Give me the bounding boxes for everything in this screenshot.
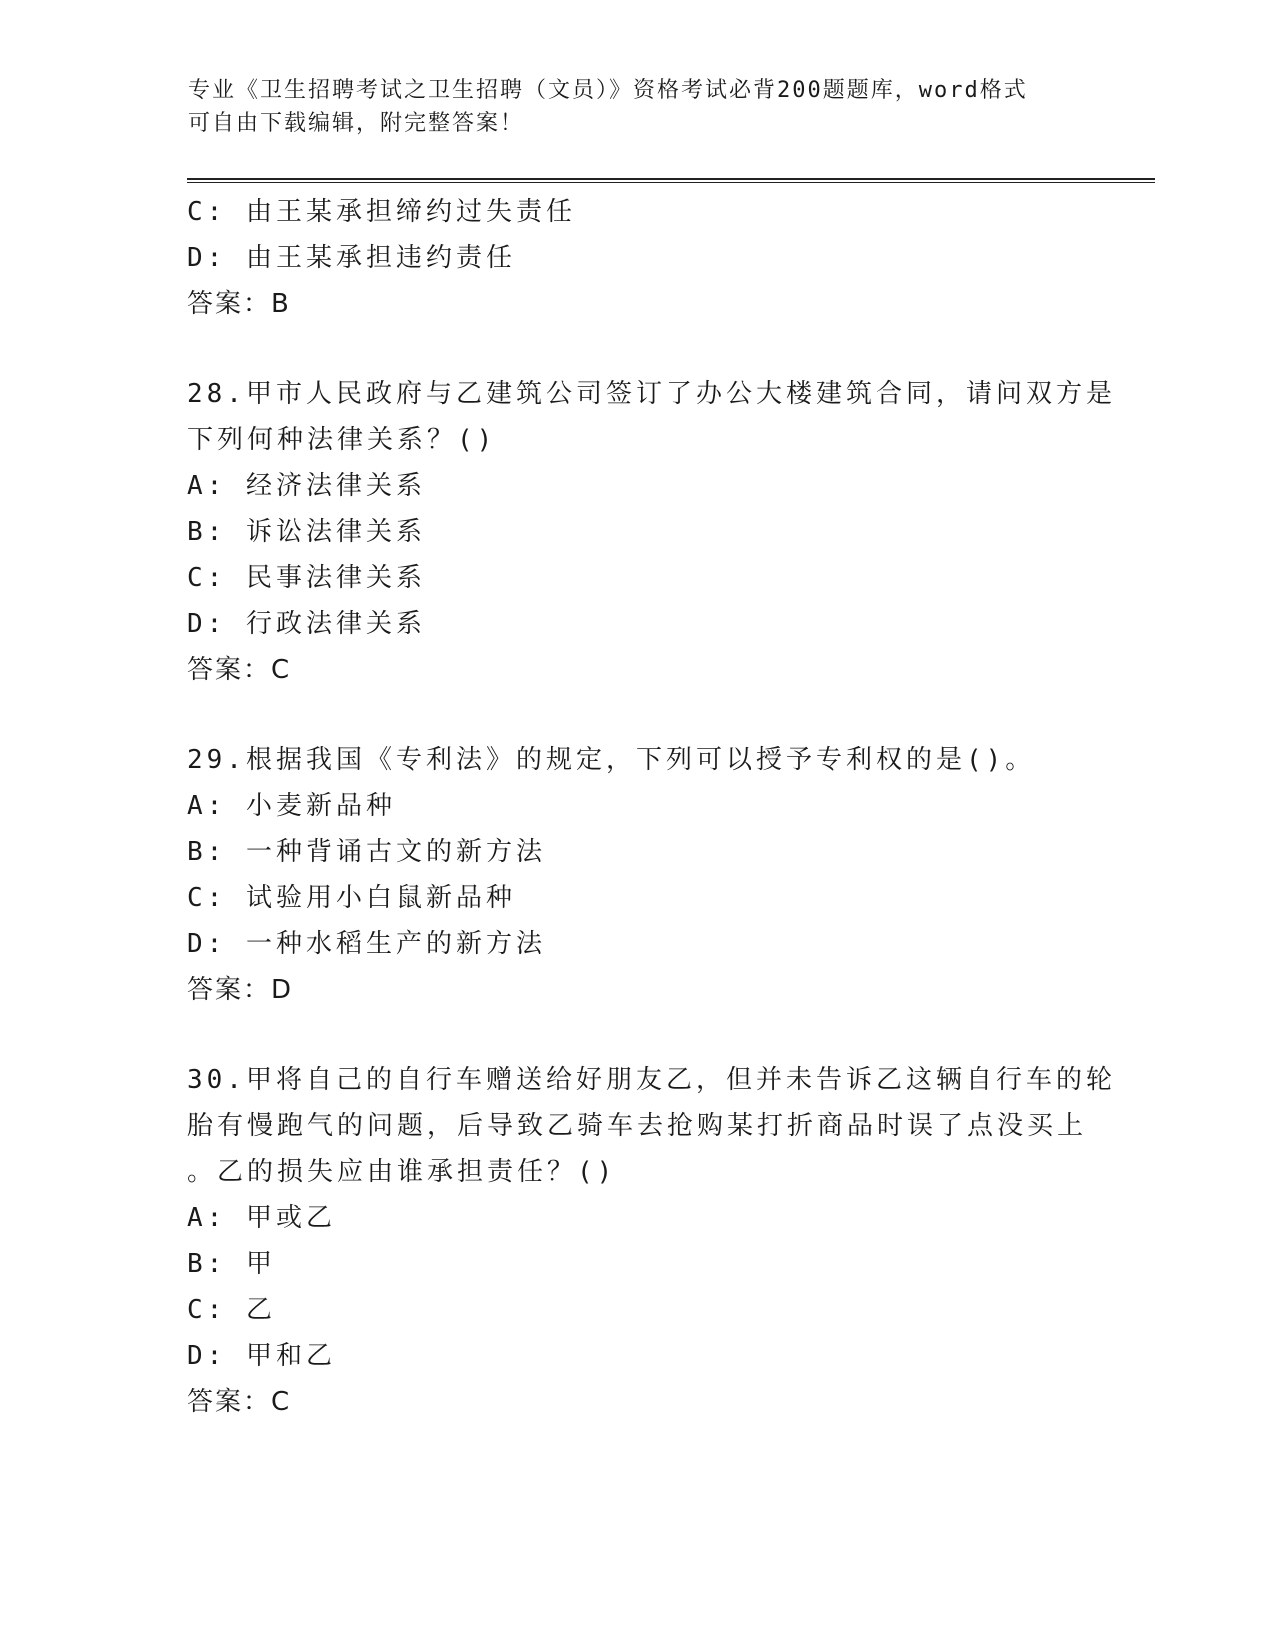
header-title-line-2: 可自由下载编辑，附完整答案！ xyxy=(188,111,525,136)
option-d: D: 行政法律关系 xyxy=(187,609,426,639)
option-c: C: 民事法律关系 xyxy=(187,563,426,593)
option-d: D: 甲和乙 xyxy=(187,1341,336,1371)
question-stem: 28.甲市人民政府与乙建筑公司签订了办公大楼建筑合同，请问双方是 xyxy=(187,379,1116,409)
question-stem: 胎有慢跑气的问题，后导致乙骑车去抢购某打折商品时误了点没买上 xyxy=(187,1111,1088,1141)
question-spacer xyxy=(187,327,1087,371)
question-stem: 下列何种法律关系？() xyxy=(187,425,497,455)
question-27-continued xyxy=(187,189,1087,327)
header-divider xyxy=(187,178,1155,183)
answer-line: 答案：C xyxy=(187,1387,292,1417)
option-a: A: 小麦新品种 xyxy=(187,791,396,821)
document-header xyxy=(188,74,1088,140)
option-d: D: 一种水稻生产的新方法 xyxy=(187,929,546,959)
question-content xyxy=(187,189,1116,1425)
option-d: D: 由王某承担违约责任 xyxy=(187,243,516,273)
option-b: B: 诉讼法律关系 xyxy=(187,517,426,547)
question-spacer xyxy=(187,693,1087,737)
header-title-line-1: 专业《卫生招聘考试之卫生招聘（文员）》资格考试必背200题题库，word格式 xyxy=(188,78,1028,103)
option-b: B: 一种背诵古文的新方法 xyxy=(187,837,546,867)
question-29 xyxy=(187,737,1087,1013)
option-a: A: 经济法律关系 xyxy=(187,471,426,501)
question-stem: 30.甲将自己的自行车赠送给好朋友乙，但并未告诉乙这辆自行车的轮 xyxy=(187,1065,1116,1095)
question-28 xyxy=(187,371,1116,693)
option-c: C: 由王某承担缔约过失责任 xyxy=(187,197,576,227)
answer-line: 答案：D xyxy=(187,975,294,1005)
option-c: C: 试验用小白鼠新品种 xyxy=(187,883,516,913)
answer-line: 答案：C xyxy=(187,655,292,685)
question-stem: 。乙的损失应由谁承担责任？() xyxy=(187,1157,617,1187)
question-stem: 29.根据我国《专利法》的规定，下列可以授予专利权的是()。 xyxy=(187,745,1036,775)
answer-line: 答案：B xyxy=(187,289,291,319)
option-a: A: 甲或乙 xyxy=(187,1203,336,1233)
option-c: C: 乙 xyxy=(187,1295,276,1325)
question-30 xyxy=(187,1057,1116,1425)
question-spacer xyxy=(187,1013,1087,1057)
option-b: B: 甲 xyxy=(187,1249,276,1279)
